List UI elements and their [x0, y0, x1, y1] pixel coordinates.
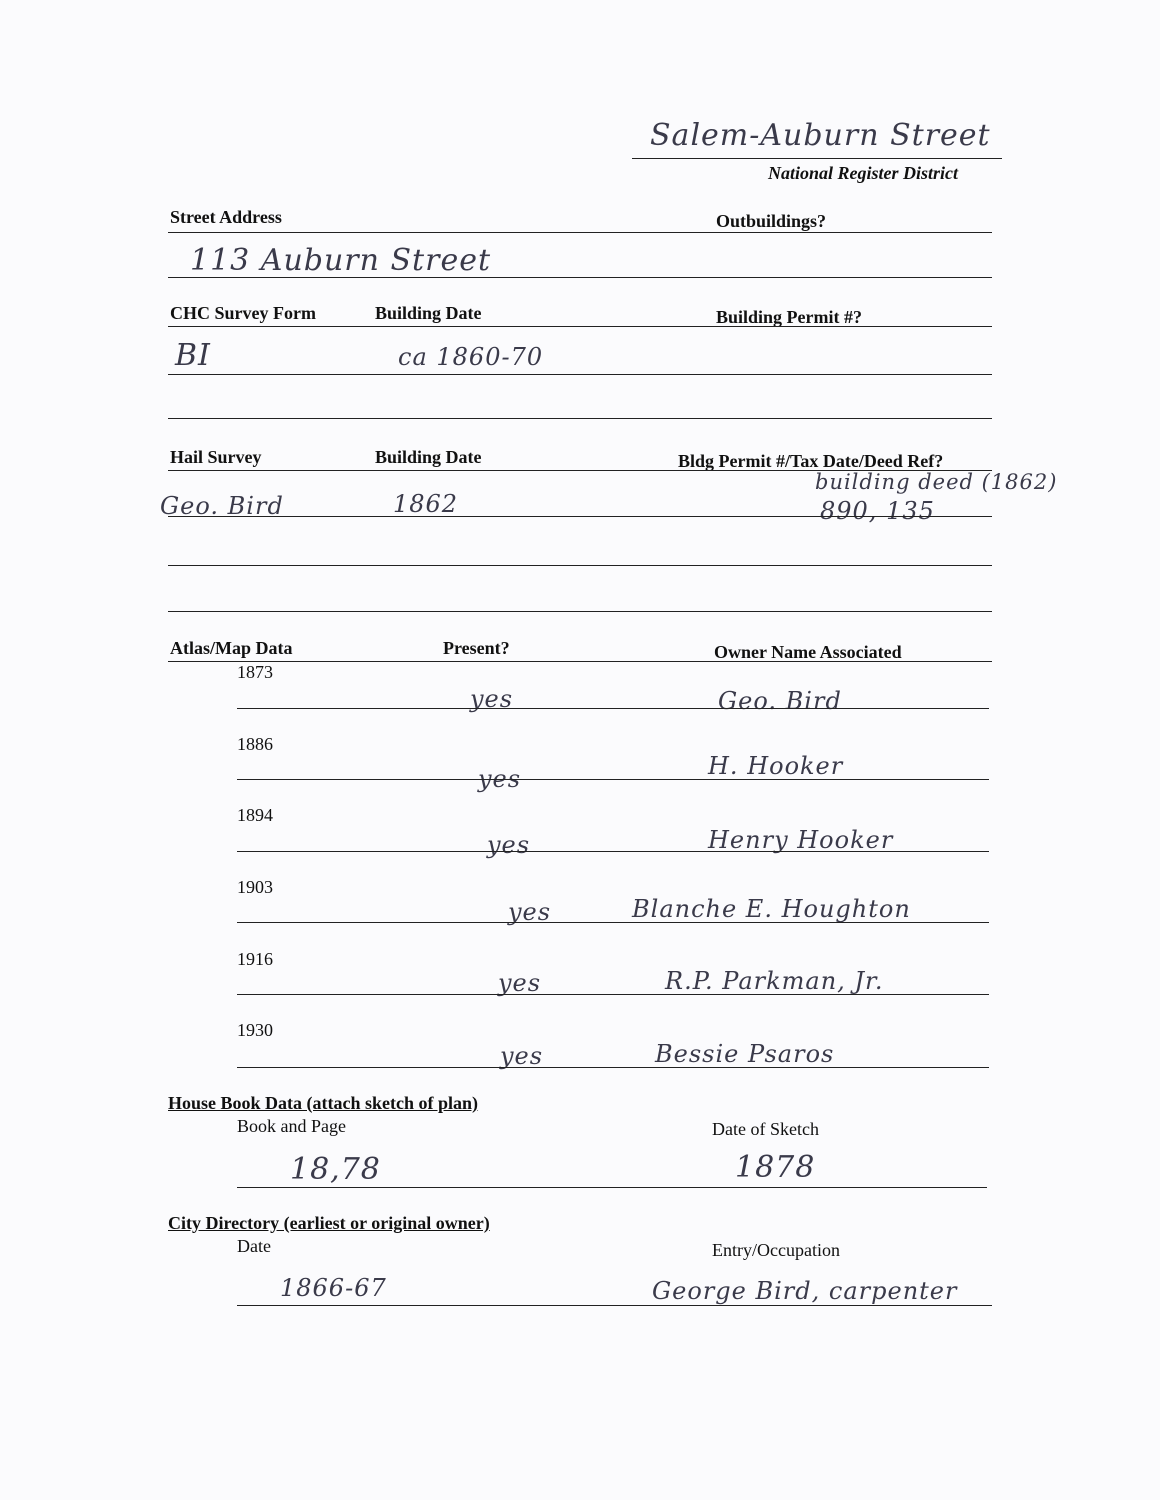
district-rule [632, 158, 1002, 159]
atlas-year: 1930 [237, 1020, 273, 1040]
atlas-present: yes [478, 765, 522, 793]
atlas-present: yes [508, 898, 552, 926]
present-label: Present? [443, 638, 510, 658]
hail-extra-rule-1 [168, 565, 992, 566]
atlas-row-rule [237, 708, 989, 709]
chc-value-rule [168, 374, 992, 375]
atlas-owner: Henry Hooker [708, 826, 894, 854]
house-book-label: House Book Data (attach sketch of plan) [168, 1093, 479, 1113]
atlas-owner: Blanche E. Houghton [632, 895, 911, 923]
atlas-row-rule [237, 779, 989, 780]
chc-value: BI [175, 338, 211, 373]
book-page-label: Book and Page [237, 1116, 346, 1136]
city-directory-date-value: 1866-67 [280, 1274, 387, 1302]
district-name-handwritten: Salem-Auburn Street [650, 118, 991, 153]
street-address-rule [168, 232, 992, 233]
atlas-year: 1916 [237, 949, 273, 969]
outbuildings-label: Outbuildings? [716, 211, 827, 231]
entry-occupation-value: George Bird, carpenter [652, 1277, 958, 1305]
chc-building-date-value: ca 1860-70 [398, 343, 544, 371]
date-of-sketch-value: 1878 [735, 1150, 816, 1185]
atlas-owner: H. Hooker [708, 752, 844, 780]
deed-ref-value: 890, 135 [820, 497, 935, 525]
district-label: National Register District [768, 163, 959, 183]
street-address-value-rule [168, 277, 992, 278]
entry-occupation-label: Entry/Occupation [712, 1240, 840, 1260]
atlas-present: yes [500, 1042, 544, 1070]
hail-survey-value: Geo. Bird [160, 492, 284, 520]
hail-value-rule [168, 516, 992, 517]
atlas-owner: Bessie Psaros [655, 1040, 835, 1068]
chc-survey-label: CHC Survey Form [170, 303, 316, 323]
hail-building-date-value: 1862 [393, 490, 459, 518]
owner-name-label: Owner Name Associated [714, 642, 902, 662]
street-address-label: Street Address [170, 207, 282, 227]
building-permit-label: Building Permit #? [716, 307, 863, 327]
chc-extra-rule [168, 418, 992, 419]
book-page-value: 18,78 [290, 1152, 381, 1187]
chc-header-rule [168, 326, 992, 327]
hail-survey-label: Hail Survey [170, 447, 262, 467]
atlas-year: 1903 [237, 877, 273, 897]
street-address-value: 113 Auburn Street [190, 243, 492, 278]
date-of-sketch-label: Date of Sketch [712, 1119, 819, 1139]
atlas-header-rule [168, 661, 992, 662]
city-directory-rule [237, 1305, 992, 1306]
permit-tax-deed-label: Bldg Permit #/Tax Date/Deed Ref? [678, 451, 944, 471]
city-directory-date-label: Date [237, 1236, 271, 1256]
atlas-owner: R.P. Parkman, Jr. [665, 967, 884, 995]
atlas-year: 1873 [237, 662, 273, 682]
atlas-row-rule [237, 994, 989, 995]
atlas-row-rule [237, 1067, 989, 1068]
atlas-row-rule [237, 851, 989, 852]
atlas-map-label: Atlas/Map Data [170, 638, 293, 658]
hail-extra-rule-2 [168, 611, 992, 612]
atlas-present: yes [487, 831, 531, 859]
atlas-year: 1886 [237, 734, 273, 754]
deed-value: building deed (1862) [815, 470, 1058, 494]
city-directory-label: City Directory (earliest or original owner) [168, 1213, 490, 1233]
chc-building-date-label: Building Date [375, 303, 482, 323]
atlas-owner: Geo. Bird [718, 687, 842, 715]
atlas-year: 1894 [237, 805, 273, 825]
atlas-present: yes [498, 969, 542, 997]
atlas-present: yes [470, 685, 514, 713]
atlas-row-rule [237, 922, 989, 923]
house-book-rule [237, 1187, 987, 1188]
hail-building-date-label: Building Date [375, 447, 482, 467]
